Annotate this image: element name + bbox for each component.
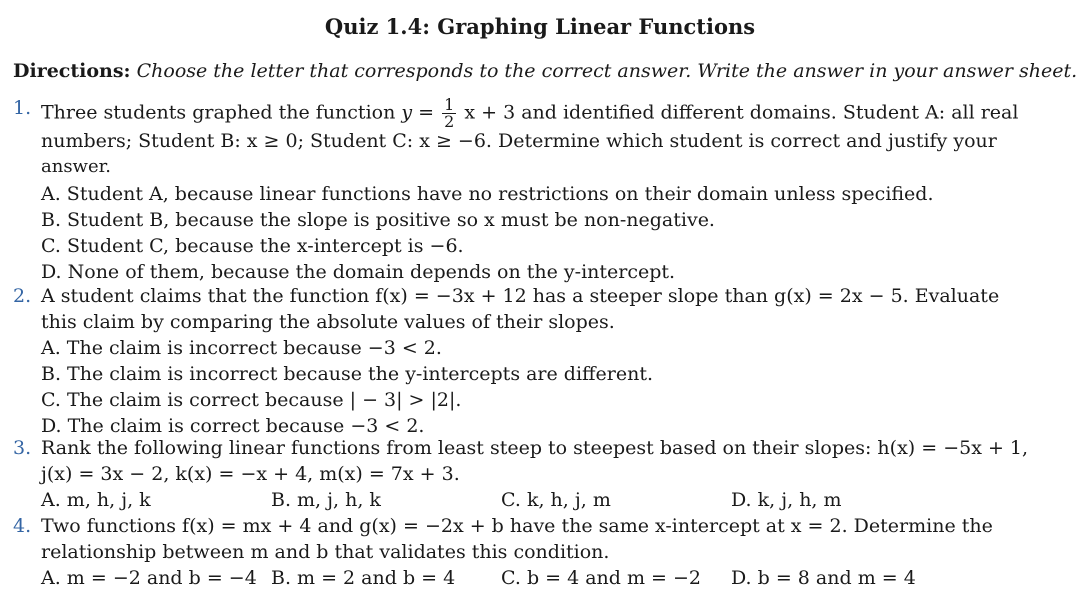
question-text-line-1: Two functions f(x) = mx + 4 and g(x) = −2x + b have the same x-intercept at x = 2. Determine the	[41, 515, 993, 537]
question-text-line-1: A student claims that the function f(x) = −3x + 12 has a steeper slope than g(x) = 2x − 5. Evaluate	[41, 285, 1000, 307]
option-a[interactable]: A. m, h, j, k	[41, 489, 151, 511]
option-a[interactable]: A. Student A, because linear functions have no restrictions on their domain unless specified.	[41, 183, 934, 205]
question-text-line-1	[41, 97, 1018, 130]
question-number: 3.	[13, 437, 32, 459]
question-text-line-1: Rank the following linear functions from least steep to steepest based on their slopes: h(x) = −5x + 1,	[41, 437, 1029, 459]
equation-lhs: y =	[401, 101, 435, 124]
question-text-line-2: numbers; Student B: x ≥ 0; Student C: x ≥ −6. Determine which student is correct and justify your	[41, 130, 997, 152]
question-text-line-3: answer.	[41, 156, 111, 177]
option-b[interactable]: B. m, j, h, k	[271, 489, 381, 511]
option-c[interactable]: C. b = 4 and m = −2	[501, 567, 702, 589]
fraction-numerator: 1	[444, 95, 455, 114]
question-text-line-2: this claim by comparing the absolute values of their slopes.	[41, 311, 615, 333]
fraction	[442, 97, 456, 130]
option-d[interactable]: D. b = 8 and m = 4	[731, 567, 916, 589]
question-text-line-2: relationship between m and b that validates this condition.	[41, 541, 610, 563]
question-number: 4.	[13, 515, 32, 537]
option-d[interactable]: D. The claim is correct because −3 < 2.	[41, 415, 425, 437]
directions-text: Choose the letter that corresponds to the correct answer. Write the answer in your answer sheet.	[136, 60, 1078, 82]
question-text-line-2: j(x) = 3x − 2, k(x) = −x + 4, m(x) = 7x + 3.	[41, 463, 460, 485]
option-a[interactable]: A. The claim is incorrect because −3 < 2.	[41, 337, 442, 359]
option-d[interactable]: D. k, j, h, m	[731, 489, 842, 511]
option-d[interactable]: D. None of them, because the domain depends on the y-intercept.	[41, 261, 676, 283]
question-text: Three students graphed the function	[41, 101, 396, 124]
page-title: Quiz 1.4: Graphing Linear Functions	[324, 14, 756, 39]
question-number: 2.	[13, 285, 32, 307]
option-b[interactable]: B. Student B, because the slope is positive so x must be non-negative.	[41, 209, 715, 231]
fraction-denominator: 2	[444, 112, 455, 131]
option-c[interactable]: C. k, h, j, m	[501, 489, 611, 511]
directions-label: Directions:	[13, 60, 131, 82]
question-text: x + 3 and identified different domains. Student A: all real	[464, 101, 1019, 124]
option-c[interactable]: C. The claim is correct because | − 3| > |2|.	[41, 389, 462, 411]
option-c[interactable]: C. Student C, because the x-intercept is −6.	[41, 235, 464, 257]
question-number: 1.	[13, 97, 32, 119]
option-b[interactable]: B. The claim is incorrect because the y-intercepts are different.	[41, 363, 654, 385]
directions	[13, 60, 1078, 82]
option-b[interactable]: B. m = 2 and b = 4	[271, 567, 456, 589]
option-a[interactable]: A. m = −2 and b = −4	[41, 567, 257, 589]
